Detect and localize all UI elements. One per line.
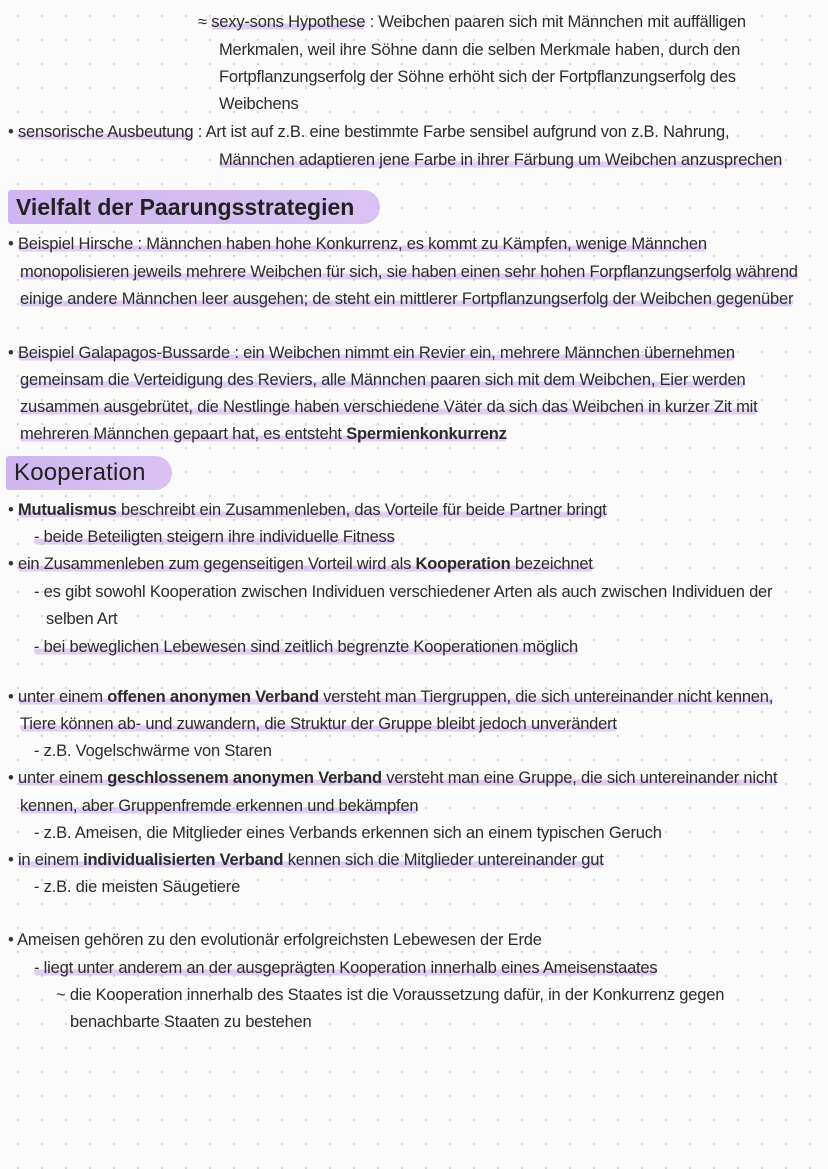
sexy-sons-term: sexy-sons Hypothese (211, 13, 366, 31)
individualisiert-text (18, 851, 604, 869)
bullet: • (8, 235, 14, 253)
bullet: • (8, 931, 14, 949)
sensory-line-1 (8, 121, 729, 143)
spermienkonkurrenz-term: Spermienkonkurrenz (346, 425, 507, 443)
bullet: • (8, 851, 14, 869)
individualisiert-sub: - z.B. die meisten Säugetiere (34, 878, 241, 896)
mutualismus-text (18, 501, 607, 519)
geschlossen-text-a: unter einem (17, 769, 108, 787)
sensory-highlight: Männchen adaptieren jene Farbe in ihrer Färbung um Weibchen anzusprechen (219, 151, 783, 169)
offen-text-a: unter einem (17, 688, 108, 706)
kooperation-text-b: bezeichnet (510, 555, 593, 573)
kooperation-term: Kooperation (415, 555, 511, 573)
offen-sub: - z.B. Vogelschwärme von Staren (34, 742, 272, 760)
geschlossen-line-1 (8, 767, 777, 789)
hirsche-line-3 (20, 288, 793, 310)
bussarde-text-3: zusammen ausgebrütet, die Nestlinge haben verschiedene Väter da sich das Weibchen in kurzer Zit mit (20, 398, 758, 416)
bussarde-line-4 (20, 423, 507, 445)
offen-text-2: Tiere können ab- und zuwandern, die Struktur der Gruppe bleibt jedoch unverändert (20, 715, 617, 733)
bullet: • (8, 123, 14, 141)
bussarde-line-2 (20, 369, 745, 391)
geschlossen-term: geschlossenem anonymen Verband (107, 769, 382, 787)
offen-term: offenen anonymen Verband (107, 688, 319, 706)
bullet: • (8, 688, 14, 706)
approx-marker: ≈ (198, 13, 207, 31)
bullet: • (8, 555, 14, 573)
bussarde-text-2: gemeinsam die Verteidigung des Reviers, alle Männchen paaren sich mit dem Weibchen, Eier werden (20, 371, 746, 389)
sensory-text: : Art ist auf z.B. eine bestimmte Farbe sensibel aufgrund von z.B. Nahrung, (193, 123, 730, 141)
kooperation-text (18, 555, 593, 573)
bussarde-text-4a: mehreren Männchen gepaart hat, es entsteht (20, 425, 347, 443)
geschlossen-text-2: kennen, aber Gruppenfremde erkennen und bekämpfen (20, 797, 419, 815)
kooperation-text-a: ein Zusammenleben zum gegenseitigen Vorteil wird als (17, 555, 416, 573)
bussarde-text-1: Beispiel Galapagos-Bussarde : ein Weibchen nimmt ein Revier ein, mehrere Männchen übernehmen (17, 344, 735, 362)
kooperation-sub1-line-2: selben Art (46, 610, 118, 628)
kooperation-sub1-line-1: - es gibt sowohl Kooperation zwischen Individuen verschiedener Arten als auch zwischen Individuen der (34, 583, 773, 601)
hirsche-line-1 (8, 233, 707, 255)
mutualismus-sub-text: - beide Beteiligten steigern ihre individuelle Fitness (34, 528, 395, 546)
bussarde-text-4 (20, 425, 507, 443)
mutualismus-sub (34, 526, 395, 548)
sensory-line-2 (219, 149, 782, 171)
individualisiert-text-a: in einem (17, 851, 84, 869)
hirsche-line-2 (20, 261, 798, 283)
offen-text-b: versteht man Tiergruppen, die sich untereinander nicht kennen, (318, 688, 774, 706)
offen-line-2 (20, 713, 617, 735)
individualisiert-line (8, 849, 604, 871)
hirsche-text-1: Beispiel Hirsche : Männchen haben hohe Konkurrenz, es kommt zu Kämpfen, wenige Männchen (17, 235, 707, 253)
individualisiert-term: individualisierten Verband (83, 851, 284, 869)
kooperation-sub2 (34, 636, 578, 658)
individualisiert-text-b: kennen sich die Mitglieder untereinander gut (283, 851, 604, 869)
mutualismus-term: Mutualismus (17, 501, 117, 519)
ameisen-line (8, 929, 542, 951)
sexy-sons-line-2: Merkmalen, weil ihre Söhne dann die selben Merkmale haben, durch den (219, 41, 741, 59)
ameisen-sub1-text: - liegt unter anderem an der ausgeprägten Kooperation innerhalb eines Ameisenstaates (34, 959, 658, 977)
offen-line-1 (8, 686, 773, 708)
kooperation-line (8, 553, 593, 575)
bussarde-line-3 (20, 396, 757, 418)
mutualismus-rest: beschreibt ein Zusammenleben, das Vorteile für beide Partner bringt (116, 501, 607, 519)
bullet: • (8, 769, 14, 787)
hirsche-text-2: monopolisieren jeweils mehrere Weibchen für sich, sie haben einen sehr hohen Forpflanzungserfolg während (20, 263, 798, 281)
mutualismus-line (8, 499, 607, 521)
geschlossen-text-1 (18, 769, 777, 787)
ameisen-sub2-line-2: benachbarte Staaten zu bestehen (70, 1013, 312, 1031)
sexy-sons-text: : Weibchen paaren sich mit Männchen mit auffälligen (365, 13, 746, 31)
ameisen-sub2-line-1: ~ die Kooperation innerhalb des Staates ist die Voraussetzung dafür, in der Konkurrenz gegen (56, 986, 725, 1004)
kooperation-sub2-text: - bei beweglichen Lebewesen sind zeitlich begrenzte Kooperationen möglich (34, 638, 579, 656)
offen-text-1 (18, 688, 773, 706)
bullet: • (8, 501, 14, 519)
sexy-sons-line-1 (198, 11, 746, 33)
bullet: • (8, 344, 14, 362)
bussarde-line-1 (8, 342, 735, 364)
hirsche-text-3: einige andere Männchen leer ausgehen; de steht ein mittlerer Fortpflanzungserfolg der Weibchen gegenüber (20, 290, 794, 308)
sexy-sons-line-3: Fortpflanzungserfolg der Söhne erhöht sich der Fortpflanzungserfolg des (219, 68, 736, 86)
geschlossen-line-2 (20, 795, 418, 817)
ameisen-text: Ameisen gehören zu den evolutionär erfolgreichsten Lebewesen der Erde (17, 931, 542, 949)
geschlossen-text-b: versteht man eine Gruppe, die sich untereinander nicht (381, 769, 778, 787)
sensory-term: sensorische Ausbeutung (17, 123, 194, 141)
sexy-sons-line-4: Weibchens (219, 95, 299, 113)
ameisen-sub1 (34, 957, 657, 979)
geschlossen-sub: - z.B. Ameisen, die Mitglieder eines Verbands erkennen sich an einem typischen Geruch (34, 824, 662, 842)
heading-paarungsstrategien: Vielfalt der Paarungsstrategien (8, 190, 380, 224)
heading-kooperation: Kooperation (6, 456, 172, 490)
